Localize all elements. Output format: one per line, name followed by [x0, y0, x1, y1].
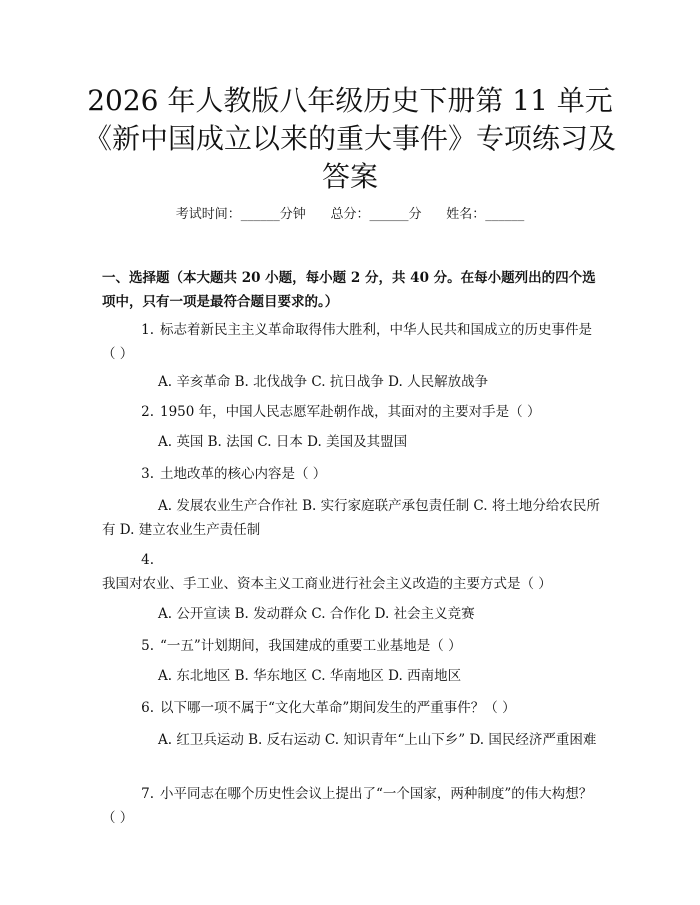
question-7 — [102, 782, 604, 830]
question-text: “一五”计划期间，我国建成的重要工业基地是（ ） — [160, 638, 462, 654]
question-2 — [102, 400, 604, 424]
question-text: 1950 年，中国人民志愿军赴朝作战，其面对的主要对手是（ ） — [160, 404, 541, 420]
question-number: 3. — [141, 466, 154, 482]
question-1 — [102, 318, 604, 366]
question-2-options: A. 英国 B. 法国 C. 日本 D. 美国及其盟国 — [158, 434, 408, 450]
question-5-options: A. 东北地区 B. 华东地区 C. 华南地区 D. 西南地区 — [158, 668, 462, 684]
question-number: 7. — [141, 786, 154, 802]
question-number: 1. — [141, 322, 154, 338]
section-heading: 一、选择题（本大题共 20 小题，每小题 2 分，共 40 分。在每小题列出的四个选项中，只有一项是最符合题目要求的。） — [102, 270, 596, 310]
question-text: 标志着新民主主义革命取得伟大胜利，中华人民共和国成立的历史事件是（ ） — [102, 322, 592, 362]
question-text: 我国对农业、手工业、资本主义工商业进行社会主义改造的主要方式是（ ） — [102, 576, 552, 592]
question-number: 5. — [141, 638, 154, 654]
question-6 — [102, 696, 604, 720]
question-number: 4. — [141, 552, 154, 568]
question-3-options: A. 发展农业生产合作社 B. 实行家庭联产承包责任制 C. 将土地分给农民所有 D. 建立农业生产责任制 — [102, 498, 600, 538]
question-4-options: A. 公开宣读 B. 发动群众 C. 合作化 D. 社会主义竞赛 — [158, 606, 475, 622]
question-text: 土地改革的核心内容是（ ） — [160, 466, 327, 482]
question-text: 以下哪一项不属于“文化大革命”期间发生的严重事件？（ ） — [160, 700, 516, 716]
question-6-options: A. 红卫兵运动 B. 反右运动 C. 知识青年“上山下乡” D. 国民经济严重困难 — [158, 732, 597, 748]
question-4 — [102, 548, 604, 596]
exam-meta-line: 考试时间：______分钟 总分：______分 姓名：______ — [175, 207, 525, 222]
question-5 — [102, 634, 604, 658]
document-title — [40, 82, 660, 196]
question-text: 小平同志在哪个历史性会议上提出了“一个国家，两种制度”的伟大构想？（ ） — [102, 786, 593, 826]
title-line-1: 2026 年人教版八年级历史下册第 11 单元 — [87, 84, 613, 117]
title-line-2: 《新中国成立以来的重大事件》专项练习及 — [83, 122, 616, 155]
title-line-3: 答案 — [321, 160, 378, 193]
question-number: 6. — [141, 700, 154, 716]
question-3 — [102, 462, 604, 486]
question-1-options: A. 辛亥革命 B. 北伐战争 C. 抗日战争 D. 人民解放战争 — [158, 374, 489, 390]
question-number: 2. — [141, 404, 154, 420]
